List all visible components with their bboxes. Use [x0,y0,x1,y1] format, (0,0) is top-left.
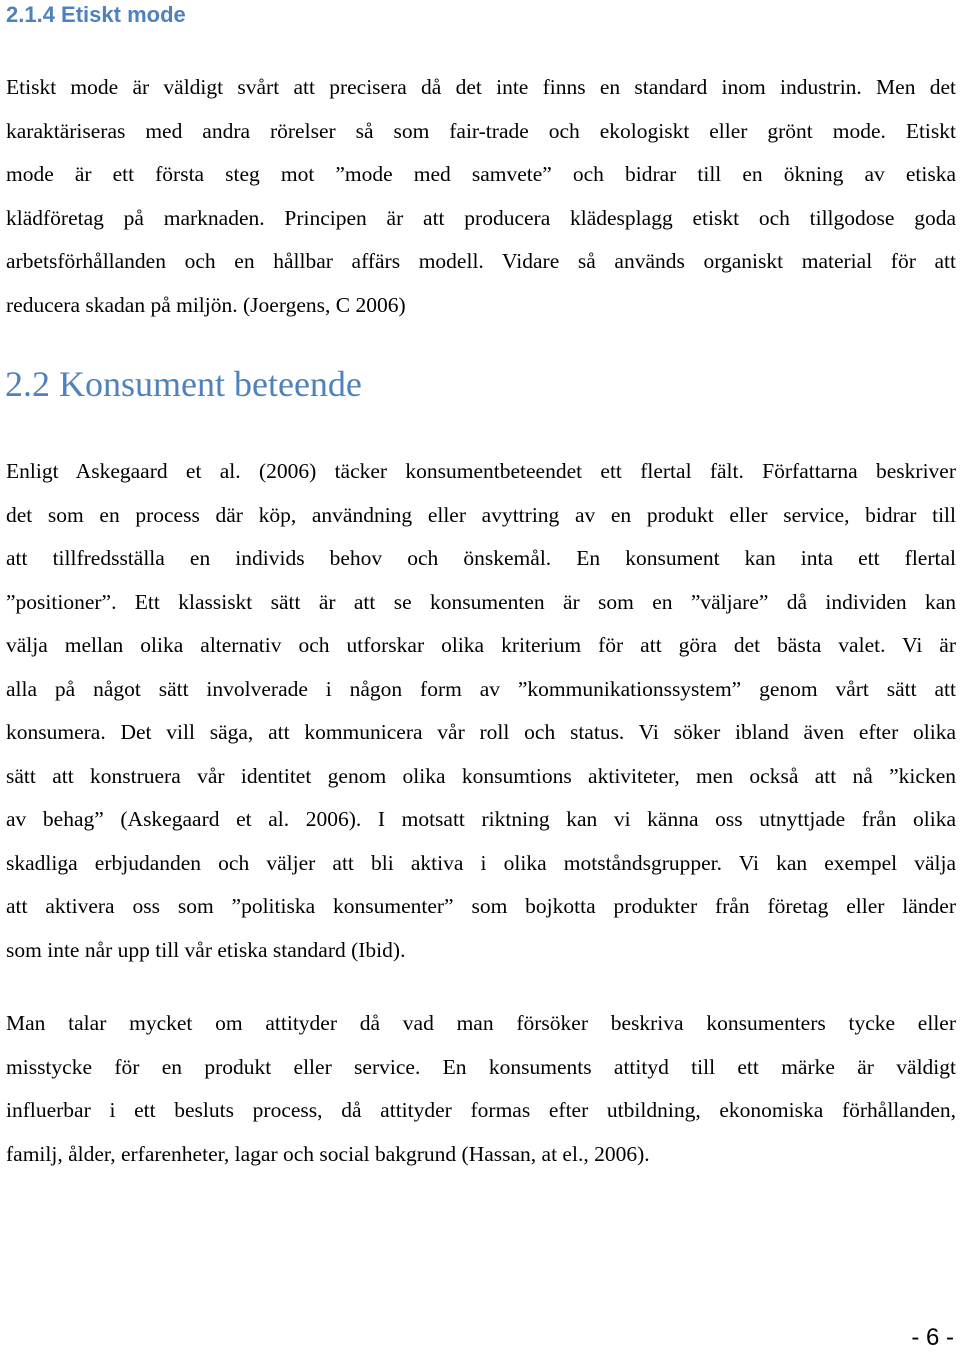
text-line: att aktivera oss som ”politiska konsumenter” som bojkotta produkter från företag eller länder [6,894,956,918]
paragraph-attityder [6,1002,956,1176]
text-line: att tillfredsställa en individs behov och önskemål. En konsument kan inta ett flertal [6,546,956,570]
text-line: reducera skadan på miljön. (Joergens, C 2006) [6,292,406,317]
text-line: skadliga erbjudanden och väljer att bli aktiva i olika motståndsgrupper. Vi kan exempel välja [6,850,956,875]
text-line: som inte når upp till vår etiska standard (Ibid). [6,937,406,962]
section-heading-2-2: 2.2 Konsument beteende [5,364,362,404]
text-line: ”positioner”. Ett klassiskt sätt är att se konsumenten är som en ”väljare” då individen kan [6,589,956,614]
text-line: arbetsförhållanden och en hållbar affärs modell. Vidare så används organiskt material för att [6,249,956,273]
text-line: konsumera. Det vill säga, att kommunicera vår roll och status. Vi söker ibland även efter olika [6,720,956,744]
text-line: välja mellan olika alternativ och utforskar olika kriterium för att göra det bästa valet. Vi är [6,633,956,657]
text-line: sätt att konstruera vår identitet genom olika konsumtions aktiviteter, men också att nå ”kicken [6,763,956,788]
text-line: karaktäriseras med andra rörelser så som fair-trade och ekologiskt eller grönt mode. Etiskt [6,118,956,143]
section-heading-2-1-4: 2.1.4 Etiskt mode [6,2,186,27]
text-line: av behag” (Askegaard et al. 2006). I motsatt riktning kan vi känna oss utnyttjade från olika [6,807,956,831]
text-line: mode är ett första steg mot ”mode med samvete” och bidrar till en ökning av etiska [6,162,956,186]
text-line: klädföretag på marknaden. Principen är att producera klädesplagg etiskt och tillgodose goda [6,205,956,230]
text-line: Enligt Askegaard et al. (2006) täcker konsumentbeteendet ett flertal fält. Författarna beskriver [6,459,956,483]
text-line: misstycke för en produkt eller service. En konsuments attityd till ett märke är väldigt [6,1054,956,1079]
paragraph-etiskt-mode [6,66,956,327]
paragraph-konsument-beteende [6,450,956,972]
text-line: alla på något sätt involverade i någon form av ”kommunikationssystem” genom vårt sätt att [6,676,956,701]
text-line: Etiskt mode är väldigt svårt att precisera då det inte finns en standard inom industrin. Men det [6,75,956,99]
text-line: influerbar i ett besluts process, då attityder formas efter utbildning, ekonomiska förhållanden, [6,1098,956,1122]
page-number: - 6 - [911,1324,954,1351]
text-line: familj, ålder, erfarenheter, lagar och social bakgrund (Hassan, at el., 2006). [6,1141,650,1166]
text-line: det som en process där köp, användning eller avyttring av en produkt eller service, bidrar till [6,502,956,527]
text-line: Man talar mycket om attityder då vad man försöker beskriva konsumenters tycke eller [6,1011,956,1035]
